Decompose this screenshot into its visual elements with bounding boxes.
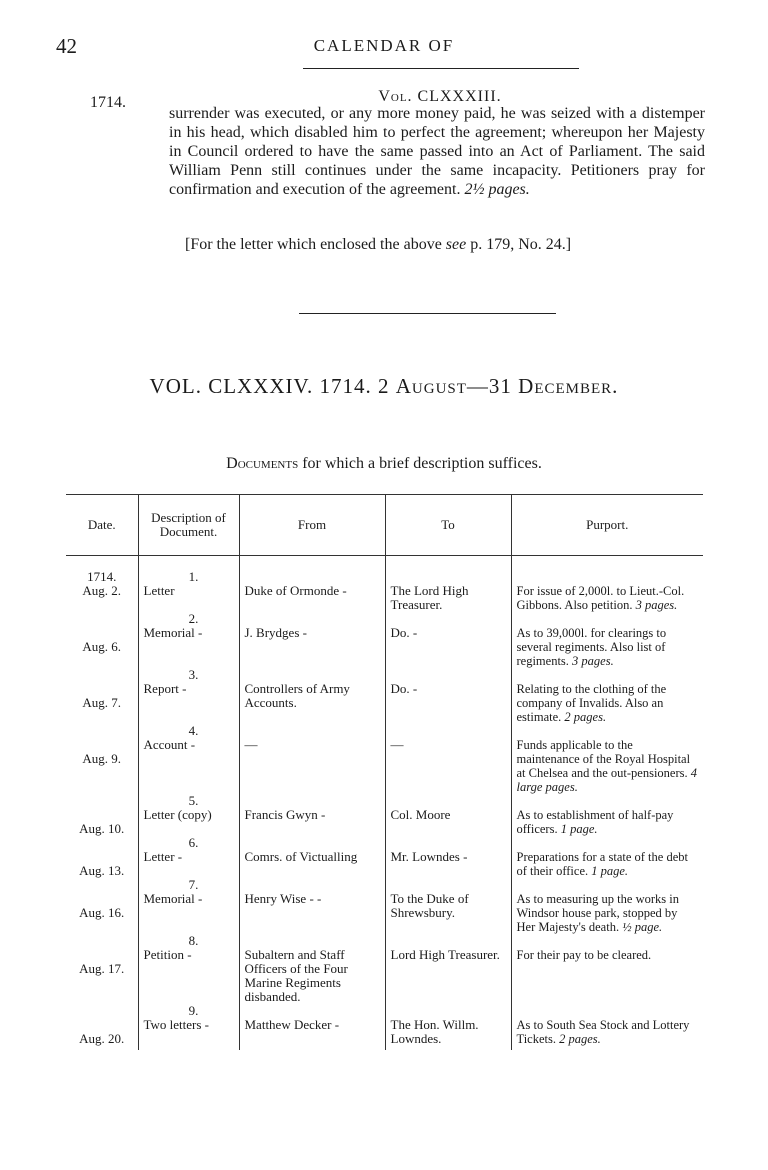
row-purport: As to establishment of half-pay officers. 1 page. <box>511 794 703 836</box>
row-pages: 1 page. <box>591 864 629 878</box>
table-row <box>66 794 703 836</box>
row-to: Do. - <box>385 668 511 724</box>
petition-paragraph <box>169 104 705 199</box>
table-caption: Documents for which a brief description suffices. <box>226 455 542 472</box>
row-to: The Lord High Treasurer. <box>385 556 511 613</box>
row-pages: 3 pages. <box>572 654 614 668</box>
row-to: Col. Moore <box>385 794 511 836</box>
row-pages: 2 pages. <box>559 1032 601 1046</box>
row-pages: 2 pages. <box>564 710 607 724</box>
row-from: Controllers of Army Accounts. <box>239 668 385 724</box>
row-description: 5. Letter (copy) <box>138 794 239 836</box>
header-from: From <box>239 495 385 556</box>
row-date: 1714. Aug. 2. <box>66 556 138 613</box>
row-date: Aug. 20. <box>79 1031 125 1046</box>
row-pages: 3 pages. <box>635 598 678 612</box>
table-row <box>66 668 703 724</box>
cross-reference-note: [For the letter which enclosed the above see p. 179, No. 24.] <box>185 236 572 253</box>
previous-volume-heading: Vol. CLXXXIII. <box>378 88 502 105</box>
row-to: Do. - <box>385 612 511 668</box>
page-number: 42 <box>56 34 77 58</box>
header-description: Description of Document. <box>138 495 239 556</box>
row-date: Aug. 16. <box>79 905 125 920</box>
documents-table <box>66 494 703 1050</box>
row-description: 7. Memorial - <box>138 878 239 934</box>
margin-year: 1714. <box>90 94 126 111</box>
row-from: Comrs. of Victualling <box>239 836 385 878</box>
header-rule <box>303 68 579 69</box>
row-purport: As to measuring up the works in Windsor house park, stopped by Her Majesty's death. ½ page. <box>511 878 703 934</box>
row-date: Aug. 7. <box>82 695 122 710</box>
header-to: To <box>385 495 511 556</box>
row-purport: Funds applicable to the maintenance of the Royal Hospital at Chelsea and the out-pensioners. 4 large pages. <box>511 724 703 794</box>
row-number: 1. <box>188 569 199 584</box>
row-description: 9. Two letters - <box>138 1004 239 1050</box>
volume-heading: VOL. CLXXXIV. 1714. 2 August—31 December. <box>149 374 619 398</box>
row-pages: 4 large pages. <box>516 766 698 794</box>
row-purport: Preparations for a state of the debt of their office. 1 page. <box>511 836 703 878</box>
table-row <box>66 934 703 1004</box>
table-header-row <box>66 495 703 556</box>
row-number: 2. <box>188 611 199 626</box>
row-to: The Hon. Willm. Lowndes. <box>385 1004 511 1050</box>
row-from: Henry Wise - - <box>239 878 385 934</box>
paragraph-text: surrender was executed, or any more money paid, he was seized with a distemper in his head, which disabled him to perfect the agreement; whereupon her Majesty in Council ordered to have the same passed into an Act of Parliament. The said William Penn still continues under the same incapacity. Petitioners pray for confirmation and execution of the agreement. <box>169 105 705 198</box>
row-from: Matthew Decker - <box>239 1004 385 1050</box>
row-number: 5. <box>188 793 199 808</box>
row-description: 8. Petition - <box>138 934 239 1004</box>
row-purport: Relating to the clothing of the company of Invalids. Also an estimate. 2 pages. <box>511 668 703 724</box>
row-pages: ½ page. <box>622 920 663 934</box>
row-purport: For their pay to be cleared. <box>511 934 703 1004</box>
row-number: 4. <box>188 723 199 738</box>
row-pages: 1 page. <box>560 822 598 836</box>
row-to: Lord High Treasurer. <box>385 934 511 1004</box>
row-to: To the Duke of Shrewsbury. <box>385 878 511 934</box>
table-row <box>66 836 703 878</box>
paragraph-pages: 2½ pages. <box>464 181 530 198</box>
row-number: 8. <box>188 933 199 948</box>
row-description: 3. Report - <box>138 668 239 724</box>
row-date: Aug. 6. <box>82 639 122 654</box>
row-purport: As to South Sea Stock and Lottery Tickets. 2 pages. <box>511 1004 703 1050</box>
row-year: 1714. <box>87 569 117 584</box>
row-from: Duke of Ormonde - <box>239 556 385 613</box>
table-row <box>66 878 703 934</box>
row-number: 3. <box>188 667 199 682</box>
table-row <box>66 1004 703 1050</box>
row-description: 6. Letter - <box>138 836 239 878</box>
section-rule <box>299 313 556 314</box>
header-purport: Purport. <box>511 495 703 556</box>
table-row <box>66 556 703 613</box>
row-number: 9. <box>188 1003 199 1018</box>
row-purport: For issue of 2,000l. to Lieut.-Col. Gibbons. Also petition. 3 pages. <box>511 556 703 613</box>
row-date: Aug. 10. <box>79 821 125 836</box>
row-date: Aug. 9. <box>82 751 122 766</box>
row-date: Aug. 13. <box>79 863 125 878</box>
row-number: 7. <box>188 877 199 892</box>
row-from: Francis Gwyn - <box>239 794 385 836</box>
row-number: 6. <box>188 835 199 850</box>
row-purport: As to 39,000l. for clearings to several regiments. Also list of regiments. 3 pages. <box>511 612 703 668</box>
row-to: Mr. Lowndes - <box>385 836 511 878</box>
row-description: 2. Memorial - <box>138 612 239 668</box>
row-to: — <box>385 724 511 794</box>
row-from: J. Brydges - <box>239 612 385 668</box>
running-head: CALENDAR OF <box>313 36 455 55</box>
header-date: Date. <box>66 495 138 556</box>
row-description: 4. Account - <box>138 724 239 794</box>
row-description: 1. Letter <box>138 556 239 613</box>
table-row <box>66 724 703 794</box>
row-date: Aug. 17. <box>79 961 125 976</box>
table-row <box>66 612 703 668</box>
row-from: — <box>239 724 385 794</box>
row-from: Subaltern and Staff Officers of the Four Marine Regiments disbanded. <box>239 934 385 1004</box>
